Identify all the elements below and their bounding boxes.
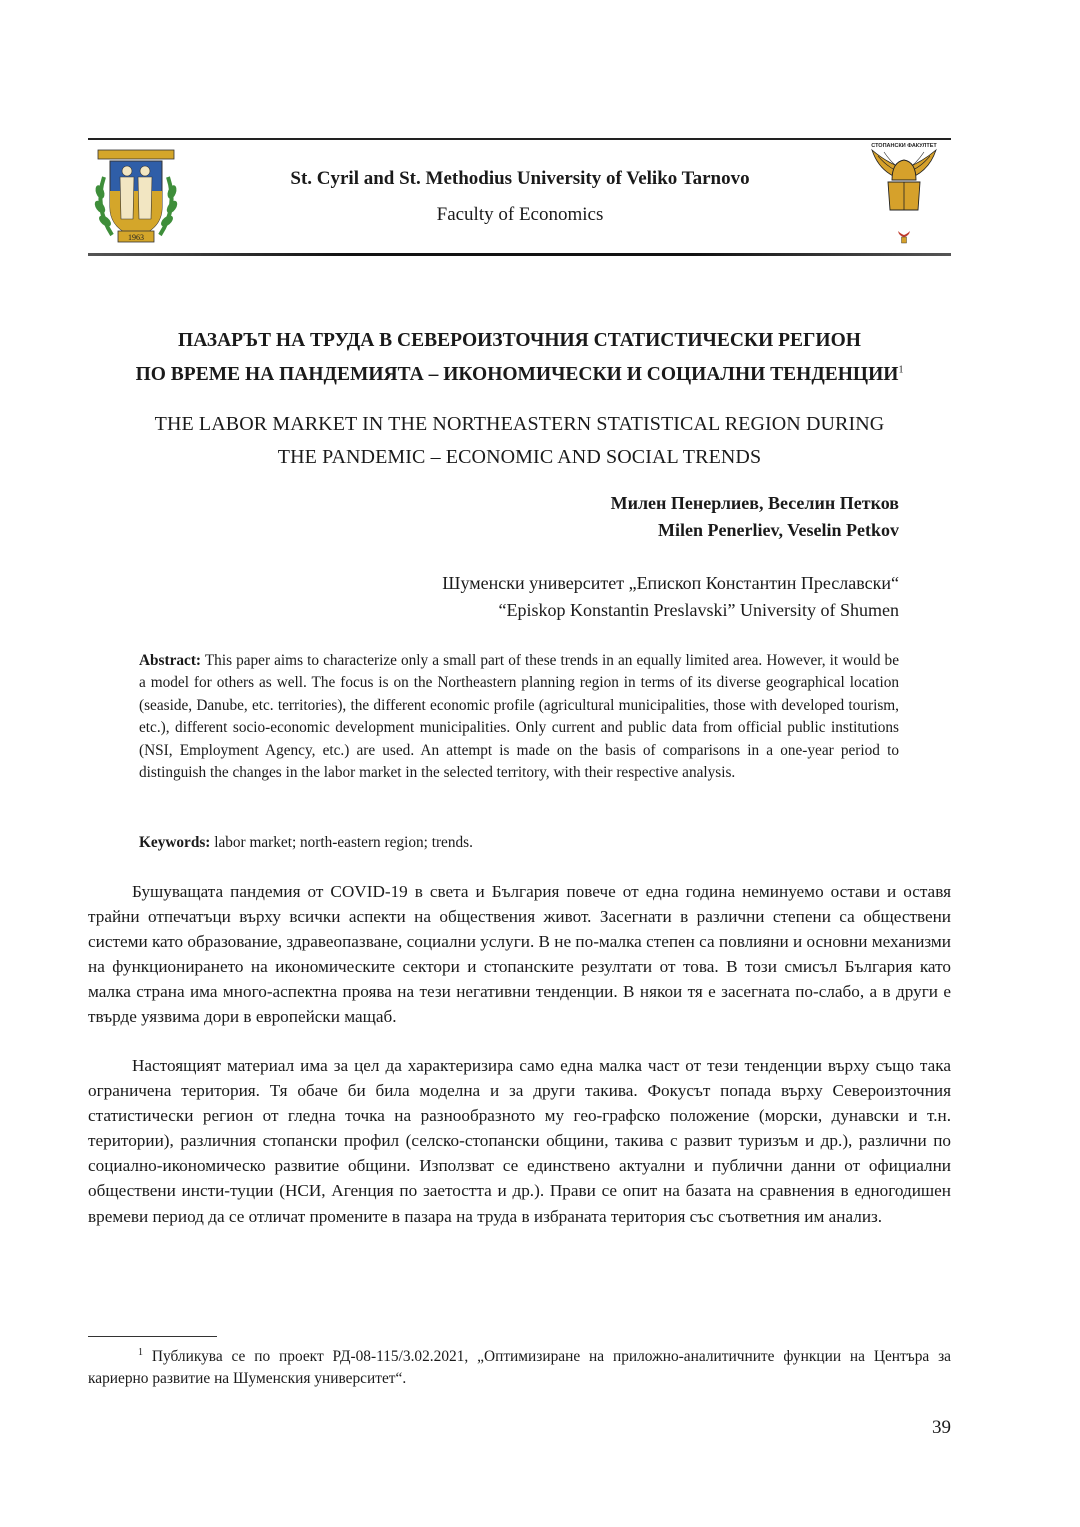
- university-crest-icon: [90, 147, 182, 247]
- keywords-label: Keywords:: [139, 834, 211, 851]
- footnote: [88, 1346, 951, 1390]
- affiliation-en: “Episkop Konstantin Preslavski” University of Shumen: [498, 600, 899, 620]
- affiliation-bg: Шуменски университет „Епископ Константин Преславски“: [442, 573, 899, 593]
- page-number: 39: [932, 1417, 951, 1438]
- university-name: St. Cyril and St. Methodius University of Veliko Tarnovo: [290, 168, 750, 189]
- footnote-text: Публикува се по проект РД-08-115/3.02.2021, „Оптимизиране на приложно-аналитичните функции на Центъра за кариерно развитие на Шуменския университет“.: [88, 1348, 951, 1387]
- header-bottom-rule: [88, 253, 951, 256]
- body-paragraph-2: Настоящият материал има за цел да характеризира само една малка част от тези тенденции върху също така ограничена територия. Тя обаче би била моделна и за други такива. Фокусът попада върху Североизточния статистически регион от гледна точка на разнообразното му гео-графско положение (морски, дунавски и т.н. територии), различния стопански профил (селско-стопански общини, такива с развит туризъм и др.), различни по социално-икономическо развитие общини. Използват се единствено актуални и публични данни от официални обществени инсти-туции (НСИ, Агенция по заетостта и др.). Прави се опит на базата на сравнения в едногодишен времеви период да се отличат промените в пазара на труда в избраната територия със съответния им анализ.: [88, 1056, 951, 1226]
- title-en-line-2: THE PANDEMIC – ECONOMIC AND SOCIAL TRENDS: [277, 446, 762, 468]
- title-bg-line-1: ПАЗАРЪТ НА ТРУДА В СЕВЕРОИЗТОЧНИЯ СТАТИСТИЧЕСКИ РЕГИОН: [178, 330, 861, 351]
- title-bg-line-2: [88, 364, 951, 386]
- authors-bg: Милен Пенерлиев, Веселин Петков: [610, 493, 899, 513]
- title-en-line-1: THE LABOR MARKET IN THE NORTHEASTERN STATISTICAL REGION DURING: [154, 413, 885, 435]
- title-bg-line-2-text: ПО ВРЕМЕ НА ПАНДЕМИЯТА – ИКОНОМИЧЕСКИ И СОЦИАЛНИ ТЕНДЕНЦИИ: [135, 364, 899, 385]
- title-footnote-marker: 1: [898, 364, 904, 376]
- small-emblem-icon: [897, 230, 911, 244]
- header-top-rule: [88, 138, 951, 140]
- authors-en: Milen Penerliev, Veselin Petkov: [658, 520, 899, 540]
- footnote-marker: 1: [138, 1346, 143, 1358]
- emblem-label: СТОПАНСКИ ФАКУЛТЕТ: [871, 143, 937, 149]
- abstract-text: This paper aims to characterize only a small part of these trends in an equally limited area. However, it would be a model for others as well. The focus is on the Northeastern planning region in terms of its diverse geographical location (seaside, Danube, etc. territories), the different economic profile (agricultural municipalities, those with developed tourism, etc.), different socio-economic development municipalities. Only current and public data from official public institutions (NSI, Employment Agency, etc.) are used. An attempt is made on the basis of comparisons in a one-year period to distinguish the changes in the labor market in the selected territory, with their respective analysis.: [139, 652, 899, 782]
- faculty-name: Faculty of Economics: [436, 204, 604, 225]
- faculty-emblem-icon: [868, 140, 940, 220]
- body-paragraph-1: Бушуващата пандемия от COVID-19 в света и България повече от една година неминуемо остави и оставя трайни отпечатъци върху всички аспекти на обществения живот. Засегнати в различни степени са обществени системи като образование, здравеопазване, социални услуги. В не по-малка степен са повлияни и основни механизми на функционирането на икономическите сектори и стопанските резултати от това. В този смисъл България като малка страна има много-аспектна проява на тези негативни тенденции. В някои тя е засегната по-слабо, а в други е твърде уязвима дори в европейски мащаб.: [88, 882, 952, 1027]
- abstract: [139, 650, 899, 784]
- keywords-text: labor market; north-eastern region; trends.: [210, 834, 473, 851]
- footnote-rule: [88, 1336, 217, 1337]
- keywords: [139, 832, 899, 854]
- abstract-label: Abstract:: [139, 652, 202, 669]
- crest-year: 1963: [128, 233, 144, 242]
